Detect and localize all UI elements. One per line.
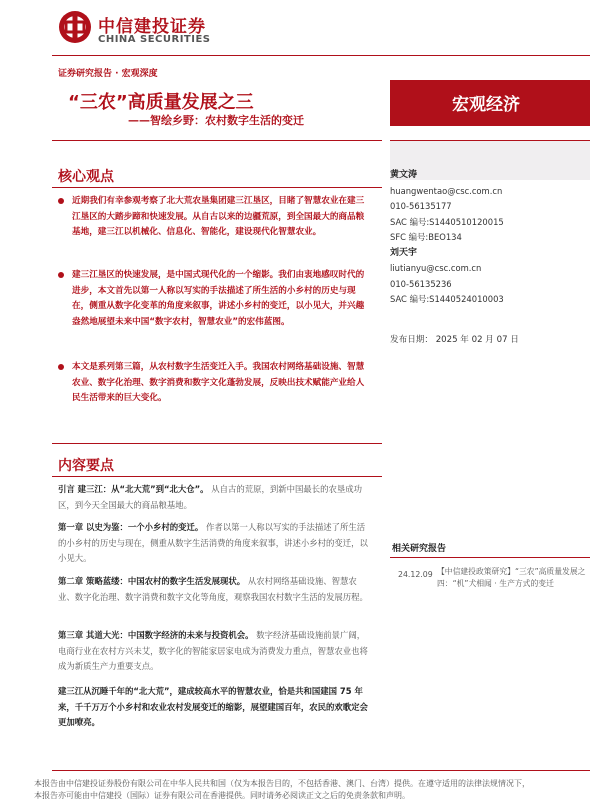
content-paragraph-body: 从自古的荒原，到新中国最长的农垦成功区，到今天全国最大的商品粮基地。 (58, 484, 362, 510)
bullet-dot-icon (58, 198, 64, 204)
author-info (390, 168, 590, 308)
company-logo (58, 10, 218, 50)
content-paragraph (58, 574, 372, 605)
content-paragraph-body: 作者以第一人称以写实的手法描述了所生活的小乡村的历史与现在，侧重从数字生活消费的角度来叙事，讲述小乡村的变迁，以小见大。 (58, 522, 368, 564)
author-email: huangwentao@csc.com.cn (390, 185, 503, 196)
author-name: 黄文涛 (390, 170, 418, 180)
content-paragraph-body: 数字经济基础设施前景广阔，电商行业在农村方兴未艾，数字化的智能家居家电成为消费发力重点，智慧农业也将成为新质生产力重要支点。 (58, 630, 368, 672)
content-paragraph (58, 628, 372, 675)
related-item-link[interactable]: 【中信建投政策研究】“三农”高质量发展之四：“机”犬相闻 · 生产方式的变迁 (437, 567, 586, 588)
related-item-date: 24.12.09 (398, 570, 433, 579)
content-paragraph-head: 第一章 以史为鉴：一个小乡村的变迁。 (58, 522, 204, 532)
content-paragraph-head: 引言 建三江：从“北大荒”到“北大仓”。 (58, 484, 209, 494)
author-sac-number: SAC 编号:S1440524010003 (390, 294, 504, 304)
content-paragraph-head: 第二章 策略蓝缕：中国农村的数字生活发展现状。 (58, 576, 246, 586)
bullet-dot-icon (58, 364, 64, 370)
title-divider-left (52, 140, 382, 141)
author-sfc-number: SFC 编号:BEO134 (390, 232, 462, 242)
report-subtitle: ——智绘乡野：农村数字生活的变迁 (128, 114, 304, 127)
report-type-label: 证券研究报告 · 宏观深度 (58, 69, 158, 79)
report-title: “三农”高质量发展之三 (68, 92, 254, 113)
core-view-text: 近期我们有幸参观考察了北大荒农垦集团建三江垦区，目睹了智慧农业在建三江垦区的大踏步蹄和快速发展。从自古以来的边疆荒原，到全国最大的商品粮基地，建三江以机械化、信息化、智能化，建设现代化智慧农业。 (72, 196, 365, 237)
core-view-text: 建三江垦区的快速发展，是中国式现代化的一个缩影。我们由衷地感叹时代的进步，本文首先以第一人称以写实的手法描述了所生活的小乡村的历史与现在，侧重从数字化变革的角度来叙事，讲述小乡村的变迁，以小见大，并兴趣盎然地展望未来中国“数字农村，智慧农业”的宏伟蓝图。 (72, 270, 365, 327)
content-conclusion-text: 建三江从沉睡千年的“北大荒”，建成较高水平的智慧农业，恰是共和国建国 75 年来，千千万万个小乡村和农业农村发展变迁的缩影，展望建国百年，农民的欢歌定会更加嘹亮。 (58, 686, 368, 728)
disclaimer-footer (34, 778, 594, 800)
content-paragraph (58, 482, 372, 513)
header-divider (52, 55, 590, 56)
related-research-heading: 相关研究报告 (390, 540, 590, 558)
author-email: liutianyu@csc.com.cn (390, 263, 482, 273)
core-view-text: 本文是系列第三篇，从农村数字生活变迁入手。我国农村网络基础设施、智慧农业、数字化治理、数字消费和数字文化蓬勃发展，反映出技术赋能产业给人民生活带来的巨大变化。 (72, 362, 365, 403)
key-content-top-rule (52, 443, 382, 444)
author-sac-number: SAC 编号:S1440510120015 (390, 216, 504, 227)
content-conclusion (58, 684, 372, 731)
key-content-heading: 内容要点 (58, 458, 114, 474)
logo-chinese-name: 中信建投证券 (98, 17, 206, 37)
china-securities-logo-icon (58, 10, 92, 44)
logo-english-name: CHINA SECURITIES (98, 34, 211, 45)
core-views-rule (52, 187, 382, 188)
author-name: 刘天宇 (390, 247, 418, 258)
disclaimer-line: 本报告由中信建投证券股份有限公司在中华人民共和国（仅为本报告目的，不包括香港、澳门、台湾）提供。在遵守适用的法律法规情况下， (34, 779, 530, 788)
content-paragraph (58, 520, 372, 567)
publish-date: 发布日期： 2025 年 02 月 07 日 (390, 335, 519, 345)
content-paragraph-head: 第三章 其道大光：中国数字经济的未来与投资机会。 (58, 630, 254, 640)
bullet-dot-icon (58, 272, 64, 278)
content-paragraph-body: 从农村网络基础设施、智慧农业、数字化治理、数字消费和数字文化等角度，观察我国农村数字生活的发展历程。 (58, 576, 368, 602)
core-views-heading: 核心观点 (58, 169, 114, 185)
disclaimer-line: 本报告亦可能由中信建投（国际）证券有限公司在香港提供。同时请务必阅读正文之后的免责条款和声明。 (34, 791, 410, 800)
author-phone: 010-56135177 (390, 201, 452, 211)
author-phone: 010-56135236 (390, 278, 452, 289)
key-content-rule (52, 476, 382, 477)
footer-divider (52, 770, 590, 771)
category-label: 宏观经济 (452, 95, 520, 115)
